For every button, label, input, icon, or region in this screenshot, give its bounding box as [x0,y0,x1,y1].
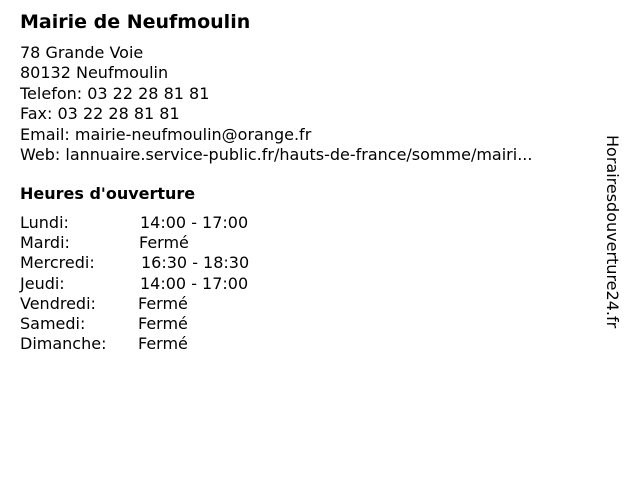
fax-number: 03 22 28 81 81 [57,104,180,124]
hours-time: Fermé [138,293,188,313]
hours-day: Vendredi: [20,293,96,313]
web-line [20,145,532,165]
fax-label: Fax: [20,104,53,124]
hours-day: Mardi: [20,233,70,253]
email-line [20,125,532,145]
hours-time: 14:00 - 17:00 [140,213,249,232]
hours-day: Dimanche: [20,334,107,354]
hours-day: Mercredi: [20,253,95,273]
page-title: Mairie de Neufmoulin [20,11,251,33]
opening-hours-heading: Heures d'ouverture [20,184,196,203]
phone-label: Telefon: [20,83,83,103]
contact-info [20,43,532,165]
hours-day: Lundi: [20,213,69,232]
address-line-city: 80132 Neufmoulin [20,63,169,83]
hours-day: Jeudi: [20,273,65,293]
site-brand-watermark: Horairesdouverture24.fr [603,135,622,329]
address-line-street: 78 Grande Voie [20,43,144,62]
hours-time: Fermé [138,334,188,354]
phone-number[interactable]: 03 22 28 81 81 [87,83,210,103]
hours-time: Fermé [138,313,188,333]
hours-time: 14:00 - 17:00 [140,273,249,293]
hours-day: Samedi: [20,313,86,333]
email-link[interactable]: mairie-neufmoulin@orange.fr [74,124,312,144]
web-link[interactable]: lannuaire.service-public.fr/hauts-de-france/somme/mairi... [65,145,533,165]
hours-time: 16:30 - 18:30 [141,253,250,273]
email-label: Email: [20,124,70,144]
web-label: Web: [20,145,61,165]
hours-time: Fermé [139,233,189,253]
phone-line [20,84,532,104]
fax-line [20,104,532,124]
